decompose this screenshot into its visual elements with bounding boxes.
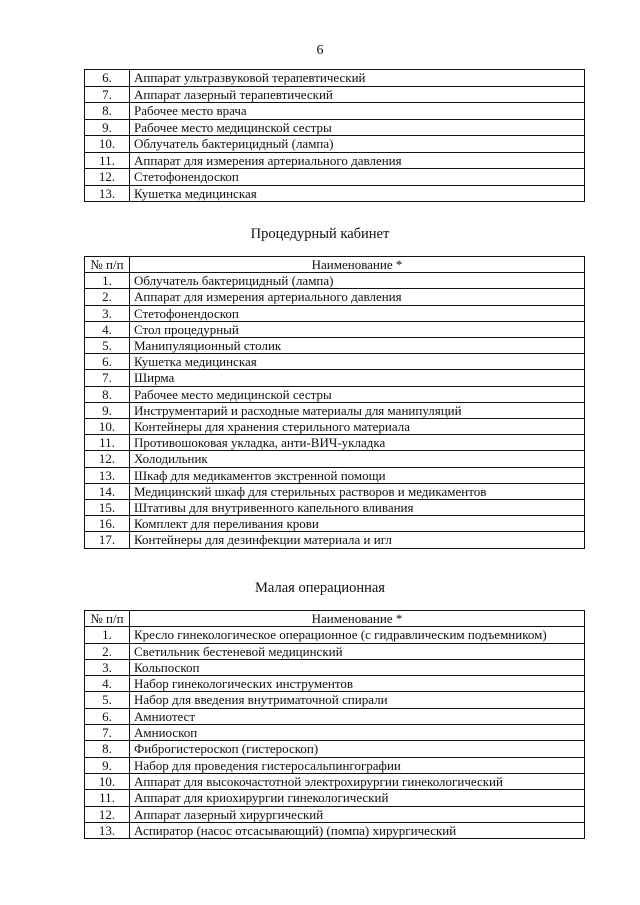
row-number: 3.	[85, 305, 130, 321]
column-header-name: Наименование *	[130, 611, 585, 627]
row-number: 7.	[85, 86, 130, 103]
table-row	[85, 70, 585, 87]
column-header-number: № п/п	[85, 257, 130, 273]
row-number: 6.	[85, 354, 130, 370]
row-item-name: Аппарат для измерения артериального давления	[130, 289, 585, 305]
row-number: 8.	[85, 386, 130, 402]
table-row	[85, 273, 585, 289]
row-number: 6.	[85, 70, 130, 87]
table-row	[85, 419, 585, 435]
row-number: 13.	[85, 822, 130, 838]
table-row	[85, 532, 585, 548]
row-item-name: Облучатель бактерицидный (лампа)	[130, 273, 585, 289]
table-row	[85, 185, 585, 202]
row-number: 12.	[85, 451, 130, 467]
row-item-name: Рабочее место медицинской сестры	[130, 386, 585, 402]
procedure-room-table	[84, 256, 585, 549]
table-row	[85, 806, 585, 822]
table-row	[85, 119, 585, 136]
row-item-name: Контейнеры для дезинфекции материала и игл	[130, 532, 585, 548]
row-number: 6.	[85, 708, 130, 724]
row-item-name: Шкаф для медикаментов экстренной помощи	[130, 467, 585, 483]
row-number: 4.	[85, 676, 130, 692]
row-number: 10.	[85, 136, 130, 153]
table-row	[85, 103, 585, 120]
row-number: 3.	[85, 659, 130, 675]
table-body	[85, 627, 585, 839]
row-item-name: Рабочее место медицинской сестры	[130, 119, 585, 136]
row-item-name: Манипуляционный столик	[130, 338, 585, 354]
row-number: 15.	[85, 500, 130, 516]
table-row	[85, 708, 585, 724]
row-number: 5.	[85, 692, 130, 708]
table-header-row	[85, 611, 585, 627]
row-number: 9.	[85, 119, 130, 136]
column-header-number: № п/п	[85, 611, 130, 627]
row-item-name: Аппарат для высокочастотной электрохирургии гинекологический	[130, 773, 585, 789]
table-row	[85, 741, 585, 757]
row-number: 7.	[85, 370, 130, 386]
row-number: 7.	[85, 725, 130, 741]
row-number: 10.	[85, 419, 130, 435]
row-item-name: Кольпоскоп	[130, 659, 585, 675]
table-row	[85, 321, 585, 337]
row-item-name: Аппарат для измерения артериального давления	[130, 152, 585, 169]
row-number: 1.	[85, 627, 130, 643]
table-row	[85, 435, 585, 451]
row-item-name: Стетофонендоскоп	[130, 305, 585, 321]
row-item-name: Стол процедурный	[130, 321, 585, 337]
table-row	[85, 773, 585, 789]
row-number: 13.	[85, 467, 130, 483]
table-row	[85, 643, 585, 659]
table-row	[85, 402, 585, 418]
table-row	[85, 386, 585, 402]
table-body	[85, 273, 585, 548]
table-header-row	[85, 257, 585, 273]
table-row	[85, 822, 585, 838]
equipment-table-continued	[84, 69, 585, 202]
row-number: 9.	[85, 402, 130, 418]
row-number: 17.	[85, 532, 130, 548]
row-number: 16.	[85, 516, 130, 532]
table-row	[85, 289, 585, 305]
column-header-name: Наименование *	[130, 257, 585, 273]
row-number: 2.	[85, 289, 130, 305]
row-item-name: Набор гинекологических инструментов	[130, 676, 585, 692]
row-number: 1.	[85, 273, 130, 289]
row-number: 2.	[85, 643, 130, 659]
row-number: 8.	[85, 103, 130, 120]
row-item-name: Стетофонендоскоп	[130, 169, 585, 186]
row-number: 12.	[85, 169, 130, 186]
row-number: 13.	[85, 185, 130, 202]
row-number: 11.	[85, 790, 130, 806]
row-item-name: Аппарат ультразвуковой терапевтический	[130, 70, 585, 87]
row-item-name: Фиброгистероскоп (гистероскоп)	[130, 741, 585, 757]
table-body	[85, 70, 585, 202]
row-number: 4.	[85, 321, 130, 337]
row-item-name: Набор для проведения гистеросальпингографии	[130, 757, 585, 773]
row-number: 8.	[85, 741, 130, 757]
row-item-name: Амниоскоп	[130, 725, 585, 741]
row-item-name: Аппарат лазерный хирургический	[130, 806, 585, 822]
table-row	[85, 169, 585, 186]
table-row	[85, 152, 585, 169]
table-row	[85, 451, 585, 467]
row-item-name: Кушетка медицинская	[130, 185, 585, 202]
table-row	[85, 676, 585, 692]
table-row	[85, 467, 585, 483]
table-row	[85, 483, 585, 499]
page-number: 6	[316, 43, 324, 58]
row-item-name: Амниотест	[130, 708, 585, 724]
row-number: 11.	[85, 435, 130, 451]
table-row	[85, 790, 585, 806]
row-item-name: Кушетка медицинская	[130, 354, 585, 370]
row-item-name: Кресло гинекологическое операционное (с гидравлическим подъемником)	[130, 627, 585, 643]
row-number: 10.	[85, 773, 130, 789]
table-row	[85, 516, 585, 532]
section-title-procedure-room: Процедурный кабинет	[250, 226, 390, 242]
table-row	[85, 757, 585, 773]
row-item-name: Контейнеры для хранения стерильного материала	[130, 419, 585, 435]
table-row	[85, 500, 585, 516]
row-item-name: Штативы для внутривенного капельного вливания	[130, 500, 585, 516]
row-item-name: Аспиратор (насос отсасывающий) (помпа) хирургический	[130, 822, 585, 838]
row-item-name: Холодильник	[130, 451, 585, 467]
row-item-name: Набор для введения внутриматочной спирали	[130, 692, 585, 708]
row-number: 14.	[85, 483, 130, 499]
table-row	[85, 725, 585, 741]
row-number: 11.	[85, 152, 130, 169]
table-row	[85, 305, 585, 321]
table-row	[85, 136, 585, 153]
section-title-minor-operating-room: Малая операционная	[255, 580, 385, 596]
row-item-name: Медицинский шкаф для стерильных растворов и медикаментов	[130, 483, 585, 499]
row-item-name: Ширма	[130, 370, 585, 386]
row-item-name: Аппарат для криохирургии гинекологический	[130, 790, 585, 806]
row-item-name: Комплект для переливания крови	[130, 516, 585, 532]
table-row	[85, 659, 585, 675]
minor-operating-room-table	[84, 610, 585, 839]
row-item-name: Светильник бестеневой медицинский	[130, 643, 585, 659]
table-row	[85, 627, 585, 643]
row-number: 5.	[85, 338, 130, 354]
table-row	[85, 338, 585, 354]
table-row	[85, 370, 585, 386]
row-item-name: Аппарат лазерный терапевтический	[130, 86, 585, 103]
row-item-name: Рабочее место врача	[130, 103, 585, 120]
row-item-name: Облучатель бактерицидный (лампа)	[130, 136, 585, 153]
table-row	[85, 692, 585, 708]
table-row	[85, 86, 585, 103]
row-item-name: Инструментарий и расходные материалы для манипуляций	[130, 402, 585, 418]
row-number: 12.	[85, 806, 130, 822]
table-row	[85, 354, 585, 370]
row-number: 9.	[85, 757, 130, 773]
row-item-name: Противошоковая укладка, анти-ВИЧ-укладка	[130, 435, 585, 451]
